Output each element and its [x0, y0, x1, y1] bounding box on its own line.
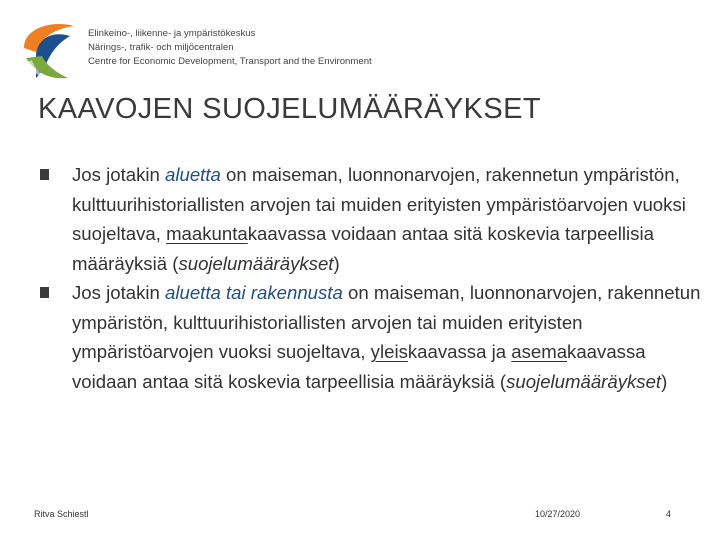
bullet-2-italic-term: suojelumääräykset: [506, 370, 662, 392]
bullet-2-text: Jos jotakin: [72, 282, 166, 303]
square-bullet-icon: [40, 169, 49, 180]
bullet-item-2: [38, 278, 710, 396]
bullet-2-text: kaavassa ja: [407, 341, 512, 362]
bullet-1-text: ): [333, 252, 340, 274]
bullet-1-text: Jos jotakin: [72, 164, 166, 185]
bullet-2-text: kaavassa voidaan antaa sitä koskevia tarpeellisia määräyksiä (: [72, 341, 646, 392]
footer-date: 10/27/2020: [535, 509, 581, 519]
footer-author: Ritva Schiestl: [34, 509, 89, 519]
bullet-2-emphasis-area: aluetta tai rakennusta: [165, 282, 343, 303]
bullet-1-text: kaavassa voidaan antaa sitä koskevia tarpeellisia määräyksiä (: [72, 223, 654, 274]
slide-title: KAAVOJEN SUOJELUMÄÄRÄYKSET: [38, 93, 541, 125]
organization-logo-block: [22, 18, 402, 88]
bullet-2-underlined-term: asema: [511, 341, 568, 362]
bullet-2-text: ): [661, 370, 668, 392]
bullet-1-text: on maiseman, luonnonarvojen, rakennetun ympäristön, kulttuurihistoriallisten arvojen tai muiden erityisten ympäristöarvojen vuoksi suojeltava,: [72, 164, 686, 244]
square-bullet-icon: [40, 287, 49, 298]
bullet-item-1: [38, 160, 710, 278]
org-name-finnish: Elinkeino-, liikenne- ja ympäristökeskus: [88, 28, 256, 39]
bullet-2-underlined-term: yleis: [370, 341, 408, 362]
bullet-2-text: on maiseman, luonnonarvojen, rakennetun ympäristön, kulttuurihistoriallisten arvojen tai muiden erityisten ympäristöarvojen vuoksi suojeltava,: [72, 282, 701, 362]
org-name-english: Centre for Economic Development, Transport and the Environment: [88, 56, 372, 67]
bullet-list: [38, 160, 710, 396]
ely-centre-logo-icon: [22, 18, 78, 84]
bullet-1-underlined-term: maakunta: [166, 223, 248, 244]
org-name-swedish: Närings-, trafik- och miljöcentralen: [88, 42, 234, 53]
bullet-1-emphasis-area: aluetta: [165, 164, 221, 185]
footer-page-number: 4: [666, 509, 672, 519]
organization-names: [88, 27, 372, 69]
bullet-1-italic-term: suojelumääräykset: [178, 252, 334, 274]
